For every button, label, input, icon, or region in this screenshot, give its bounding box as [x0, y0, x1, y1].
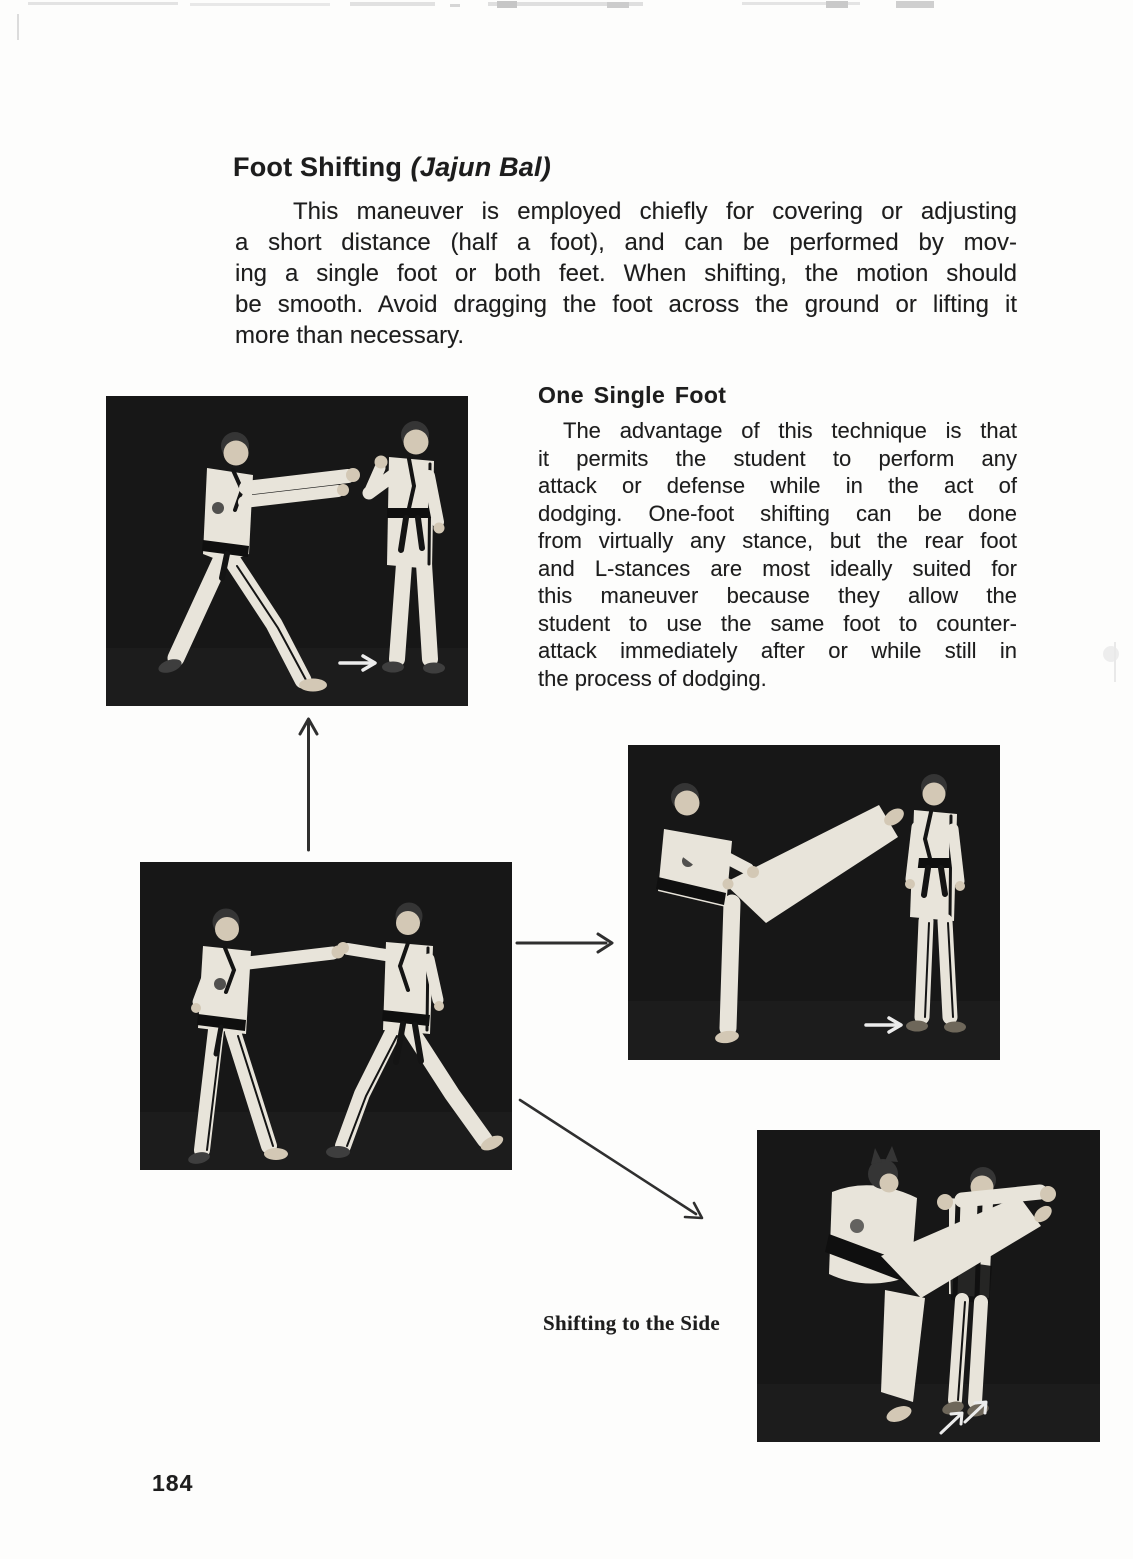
text-line: this maneuver because they allow the [538, 583, 1017, 608]
scan-artifact [826, 1, 848, 8]
photo-caption: Shifting to the Side [543, 1311, 720, 1335]
text-line: the process of dodging. [538, 665, 767, 691]
scan-artifact [896, 1, 934, 8]
scan-artifact [190, 3, 330, 6]
scan-artifact [607, 2, 629, 8]
text-line: This maneuver is employed chiefly for covering or adjusting [293, 198, 1017, 225]
scan-artifact [28, 2, 178, 5]
figure-punch-standoff [106, 396, 468, 706]
scan-artifact [1103, 646, 1119, 662]
text-line: a short distance (half a foot), and can be performed by mov- [235, 229, 1017, 256]
text-line: ing a single foot or both feet. When shifting, the motion should [235, 260, 1017, 287]
text-line: it permits the student to perform any [538, 445, 1017, 471]
title-main: Foot Shifting [233, 152, 403, 183]
scan-artifact [497, 1, 517, 8]
figure-start-position [140, 862, 512, 1170]
intro-paragraph [235, 196, 1017, 351]
photo-illustration [757, 1130, 1100, 1442]
section-paragraph [538, 417, 1017, 692]
text-line: student to use the same foot to counter- [538, 610, 1017, 636]
text-line: more than necessary. [235, 322, 464, 349]
scan-artifact [450, 4, 460, 7]
text-line: attack immediately after or while still in [538, 638, 1017, 663]
arrow-up-connector [300, 719, 317, 850]
section-heading: One Single Foot [538, 382, 727, 408]
page-title [233, 152, 551, 183]
text-line: dodging. One-foot shifting can be done [538, 500, 1017, 526]
photo-illustration [628, 745, 1000, 1060]
text-line: The advantage of this technique is that [563, 418, 1017, 443]
photo-illustration [140, 862, 512, 1170]
scan-artifact [1114, 642, 1116, 682]
scan-artifact [17, 14, 19, 40]
scan-artifact [350, 2, 435, 6]
text-line: be smooth. Avoid dragging the foot across the ground or lifting it [235, 291, 1017, 318]
title-italic: (Jajun Bal) [410, 152, 551, 183]
text-line: and L-stances are most ideally suited for [538, 555, 1017, 581]
page-number: 184 [152, 1470, 194, 1496]
arrow-diagonal-connector [520, 1100, 702, 1218]
text-line: attack or defense while in the act of [538, 473, 1017, 498]
photo-illustration [106, 396, 468, 706]
text-line: from virtually any stance, but the rear foot [538, 528, 1017, 553]
figure-side-kick-counter [628, 745, 1000, 1060]
one-single-foot-section [538, 382, 1017, 692]
arrow-right-connector [517, 934, 612, 952]
figure-side-shift-kick [757, 1130, 1100, 1442]
